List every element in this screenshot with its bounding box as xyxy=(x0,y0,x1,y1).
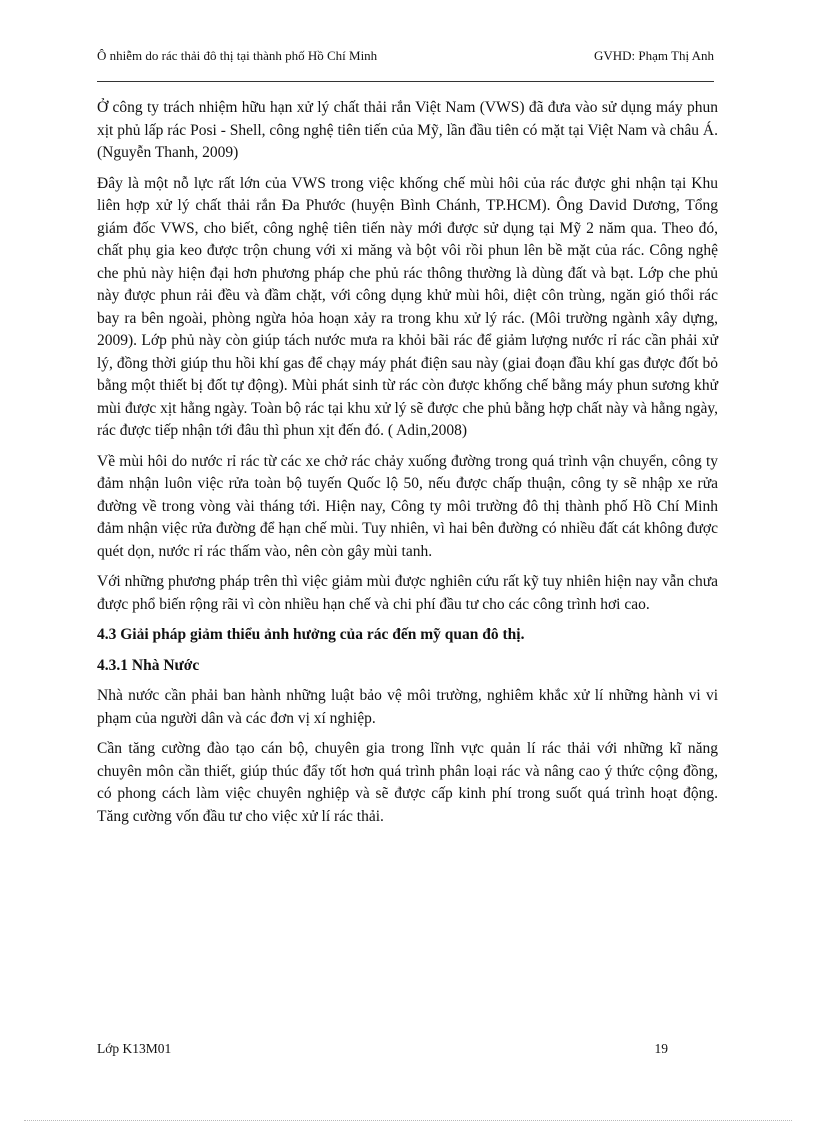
body-paragraph: Cần tăng cường đào tạo cán bộ, chuyên gia trong lĩnh vực quản lí rác thải với những kĩ năng chuyên môn cần thiết, giúp thúc đẩy tốt hơn quá trình phân loại rác và nâng cao ý thức cộng đồng, có phong cách làm việc chuyên nghiệp và sẽ được cấp kinh phí trong suốt quá trình hoạt động. Tăng cường vốn đầu tư cho việc xử lí rác thải. xyxy=(97,740,718,825)
body-paragraph: Với những phương pháp trên thì việc giảm mùi được nghiên cứu rất kỹ tuy nhiên hiện nay vẫn chưa được phổ biến rộng rãi vì còn nhiều hạn chế và chi phí đầu tư cho các công trình hơi cao. xyxy=(97,573,718,613)
section-heading: 4.3 Giải pháp giảm thiểu ảnh hưởng của rác đến mỹ quan đô thị. xyxy=(97,626,525,643)
page-header xyxy=(97,47,714,69)
page-footer xyxy=(97,1040,668,1060)
body-paragraph: Đây là một nỗ lực rất lớn của VWS trong việc khống chế mùi hôi của rác được ghi nhận tại Khu liên hợp xử lý chất thải rắn Đa Phước (huyện Bình Chánh, TP.HCM). Ông David Dương, Tổng giám đốc VWS, cho biết, công nghệ tiên tiến này mới được sử dụng tại Mỹ 2 năm qua. Theo đó, chất phụ gia keo được trộn chung với xi măng và bột vôi rồi phun lên bề mặt của rác. Công nghệ che phủ này hiện đại hơn phương pháp che phủ rác thông thường là dùng đất và bạt. Lớp che phủ này được phun rải đều và đầm chặt, với công dụng khử mùi hôi, diệt côn trùng, ngăn gió thổi rác bay ra bên ngoài, phòng ngừa hỏa hoạn xảy ra trong khu xử lý rác. (Môi trường ngành xây dựng, 2009). Lớp phủ này còn giúp tách nước mưa ra khỏi bãi rác để giảm lượng nước rỉ rác cần phải xử lý, đồng thời giúp thu hồi khí gas để chạy máy phát điện sau này (giai đoạn đầu khí gas được đốt bỏ bằng một thiết bị đốt tự động). Mùi phát sinh từ rác còn được khống chế bằng máy phun sương khử mùi được xịt hằng ngày. Toàn bộ rác tại khu xử lý sẽ được che phủ bằng hợp chất này và hằng ngày, rác được tiếp nhận tới đâu thì phun xịt đến đó. ( Adin,2008) xyxy=(97,174,718,439)
page-body xyxy=(97,97,718,836)
body-paragraph: Nhà nước cần phải ban hành những luật bảo vệ môi trường, nghiêm khắc xử lí những hành vi vi phạm của người dân và các đơn vị xí nghiệp. xyxy=(97,687,718,727)
body-paragraph: Ở công ty trách nhiệm hữu hạn xử lý chất thải rắn Việt Nam (VWS) đã đưa vào sử dụng máy phun xịt phủ lấp rác Posi - Shell, công nghệ tiên tiến của Mỹ, lần đầu tiên có mặt tại Việt Nam và châu Á. (Nguyễn Thanh, 2009) xyxy=(97,99,718,161)
header-supervisor: GVHD: Phạm Thị Anh xyxy=(593,48,714,63)
footer-class-label: Lớp K13M01 xyxy=(97,1041,172,1056)
page-number: 19 xyxy=(654,1041,668,1056)
header-divider xyxy=(97,81,714,82)
subsection-heading: 4.3.1 Nhà Nước xyxy=(97,656,200,674)
header-document-title: Ô nhiễm do rác thải đô thị tại thành phố Hồ Chí Minh xyxy=(97,48,378,63)
body-paragraph: Về mùi hôi do nước rỉ rác từ các xe chở rác chảy xuống đường trong quá trình vận chuyển, công ty đảm nhận luôn việc rửa toàn bộ tuyến Quốc lộ 50, nếu được chấp thuận, công ty sẽ nhập xe rửa đường về trong vòng vài tháng tới. Hiện nay, Công ty môi trường đô thị thành phố Hồ Chí Minh đảm nhận việc rửa đường để hạn chế mùi. Tuy nhiên, vì hai bên đường có nhiều đất cát không được quét dọn, nước rỉ rác thấm vào, nên còn gây mùi tanh. xyxy=(97,452,718,560)
page-edge-divider xyxy=(24,1120,792,1121)
